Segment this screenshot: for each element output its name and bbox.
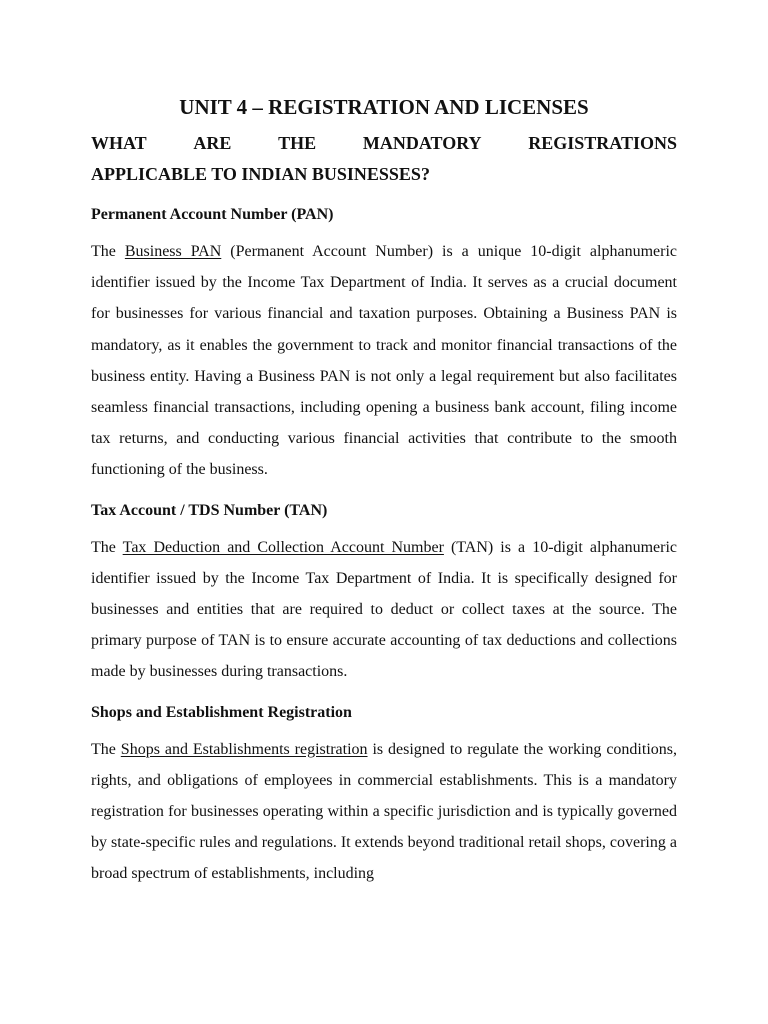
question-word: REGISTRATIONS bbox=[528, 133, 677, 153]
paragraph-text: (Permanent Account Number) is a unique 10-digit alphanumeric identifier issued by the Income Tax Department of India. It serves as a crucial document for businesses for various financial and taxation purposes. Obtaining a Business PAN is mandatory, as it enables the government to track and monitor financial transactions of the business entity. Having a Business PAN is not only a legal requirement but also facilitates seamless financial transactions, including opening a business bank account, filing income tax returns, and conducting various financial activities that contribute to the smooth functioning of the business. bbox=[91, 243, 678, 479]
paragraph-text: is designed to regulate the working conditions, rights, and obligations of employees in commercial establishments. This is a mandatory registration for businesses operating within a specific jurisdiction and is typically governed by state-specific rules and regulations. It extends beyond traditional retail shops, covering a broad spectrum of establishments, including bbox=[91, 740, 677, 883]
shops-registration-link[interactable]: Shops and Establishments registration bbox=[120, 740, 368, 758]
document-page bbox=[91, 90, 677, 890]
question-word: MANDATORY bbox=[362, 133, 482, 153]
question-line-1 bbox=[91, 128, 677, 159]
question-heading bbox=[91, 128, 677, 190]
paragraph-text: The bbox=[91, 538, 123, 556]
paragraph-text: The bbox=[91, 740, 121, 758]
section-paragraph-shops bbox=[91, 734, 677, 890]
question-word: THE bbox=[278, 133, 317, 153]
section-paragraph-pan bbox=[91, 236, 677, 486]
paragraph-text: (TAN) is a 10-digit alphanumeric identifier issued by the Income Tax Department of India. It is specifically designed for businesses and entities that are required to deduct or collect taxes at the source. The primary purpose of TAN is to ensure accurate accounting of tax deductions and collections made by businesses during transactions. bbox=[91, 538, 677, 681]
section-paragraph-tan bbox=[91, 532, 677, 688]
paragraph-text: The bbox=[91, 243, 125, 260]
section-heading-pan: Permanent Account Number (PAN) bbox=[91, 206, 334, 223]
question-word: WHAT bbox=[91, 133, 147, 153]
question-line-2: APPLICABLE TO INDIAN BUSINESSES? bbox=[91, 164, 430, 184]
tan-link[interactable]: Tax Deduction and Collection Account Number bbox=[122, 538, 444, 556]
business-pan-link[interactable]: Business PAN bbox=[124, 243, 222, 260]
question-word: ARE bbox=[193, 133, 232, 153]
page-title: UNIT 4 – REGISTRATION AND LICENSES bbox=[179, 95, 589, 119]
section-heading-shops: Shops and Establishment Registration bbox=[91, 703, 352, 721]
section-heading-tan: Tax Account / TDS Number (TAN) bbox=[91, 501, 328, 519]
